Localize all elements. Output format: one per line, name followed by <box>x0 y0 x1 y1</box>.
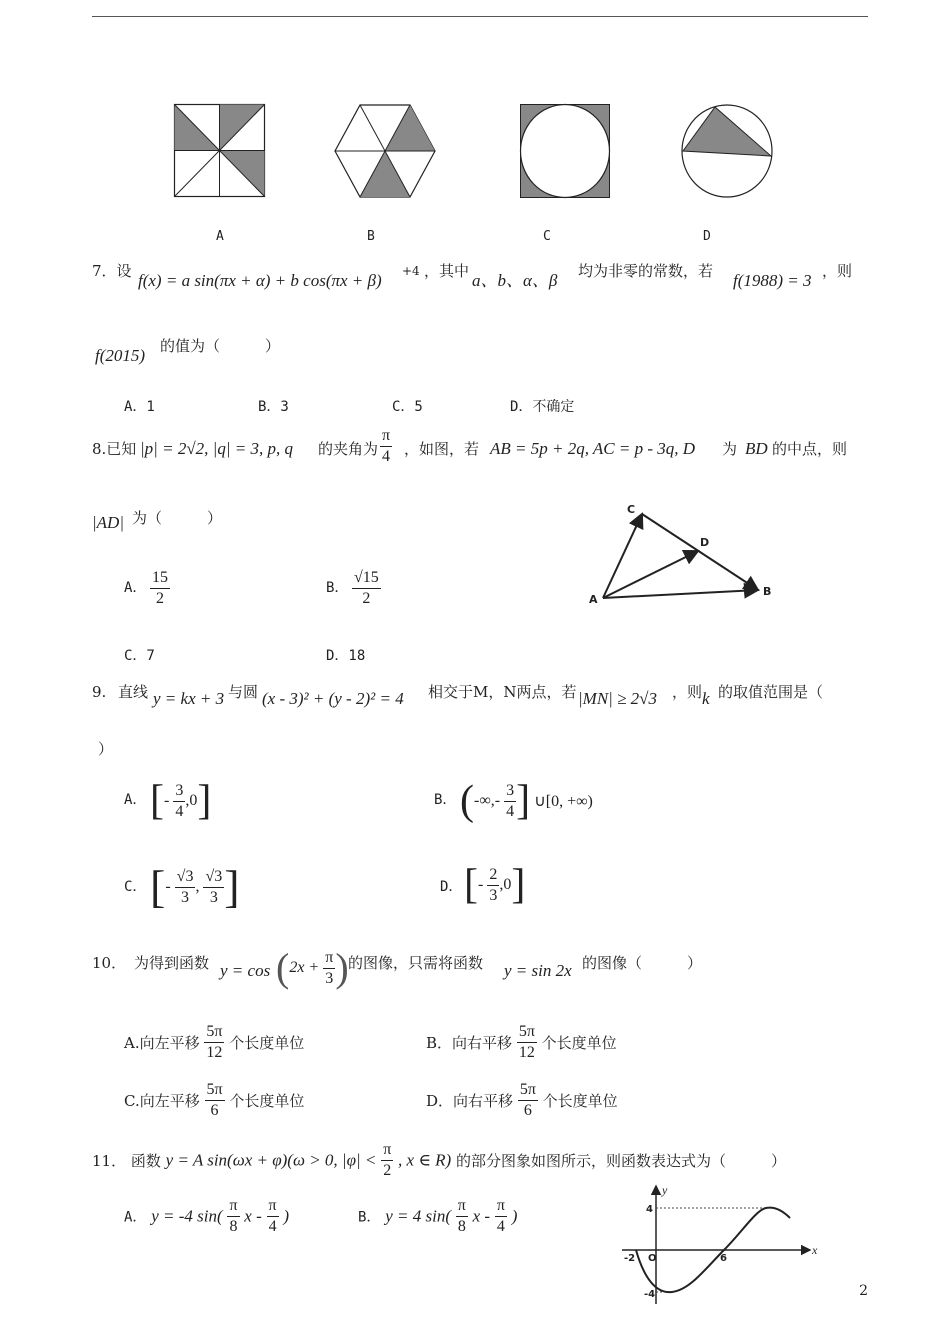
q8-option-d: D．18 <box>326 648 366 664</box>
q9-option-c-den1: 3 <box>181 888 190 906</box>
q8-option-a-den: 2 <box>156 590 164 607</box>
q8-angle-text: 的夹角为 <box>318 440 379 458</box>
q7-ask: 的值为（ ） <box>160 337 281 355</box>
q8-vectors: AB = 5p + 2q, AC = p - 3q, D <box>490 439 696 458</box>
q11-graph-origin: O <box>648 1253 657 1264</box>
q9-option-a-expr: [- $\frac{3}{4}$ ,0] <box>150 778 212 824</box>
q9-option-d-expr: [- $\frac{2}{3}$ ,0] <box>464 862 526 908</box>
q10-arg-den: 3 <box>325 969 334 987</box>
q10-number: 10． <box>92 954 127 972</box>
q7-option-b: B．3 <box>258 399 289 415</box>
figure-b-hexagon <box>334 104 436 198</box>
q11-graph-left: -2 <box>624 1253 636 1264</box>
q7-mid: ，其中 <box>424 262 470 280</box>
q9-option-d-label: D． <box>440 879 463 895</box>
q8-option-c: C．7 <box>124 648 155 664</box>
q9-option-a-label: A． <box>124 792 147 808</box>
q11-formula: y = A sin(ωx + φ)(ω > 0, |φ| < <box>165 1150 377 1170</box>
q10-text2: 的图像，只需将函数 <box>348 954 484 972</box>
q9-option-c-label: C． <box>124 879 147 895</box>
q9-option-b-expr: (-∞,- $\frac{3}{4}$ ] ∪[0, +∞) <box>460 778 593 824</box>
q10-f2: y = sin 2x <box>504 961 572 980</box>
figure-label-a: A <box>216 229 224 244</box>
q8-number: 8.已知 <box>92 440 137 458</box>
q7-option-d: D．不确定 <box>510 399 575 415</box>
q7-desc: 均为非零的常数，若 <box>578 262 714 280</box>
q9-circle-text: 与圆 <box>228 683 259 701</box>
q11-half-num: π <box>381 1140 393 1161</box>
q11-text1: 函数 <box>130 1152 161 1170</box>
q11-graph-x: x <box>812 1243 818 1257</box>
q7-option-c: C．5 <box>392 399 423 415</box>
q11-graph-six: 6 <box>720 1253 727 1264</box>
q7-formula: f(x) = a sin(πx + α) + b cos(πx + β) <box>138 271 382 290</box>
q8-mid: ，如图，若 <box>404 440 480 458</box>
q8-point-b: B <box>763 585 772 598</box>
q7-option-a: A．1 <box>124 399 155 415</box>
q9-circle-eq: (x - 3)² + (y - 2)² = 4 <box>262 689 404 708</box>
q8-option-a-fraction <box>150 568 170 609</box>
q8-angle-num: π <box>380 426 392 447</box>
q10-cos-argument: (2x + $\frac{\pi}{3}$ ) <box>276 945 349 990</box>
q10-option-b: B．向右平移 $\frac{5\pi}{12}$ 个长度单位 <box>426 1023 617 1061</box>
q8-angle-fraction <box>380 426 392 467</box>
q8-mid2: 为 <box>722 440 738 458</box>
q9-number: 9. <box>92 683 107 701</box>
q9-line-text: 直线 <box>118 683 149 701</box>
q8-ask-formula: |AD| <box>92 513 125 532</box>
q9-option-b-num: 3 <box>504 781 516 802</box>
q9-option-c-num1: √3 <box>175 867 196 888</box>
q9-then: ，则 <box>672 683 703 701</box>
q10-arg-num: π <box>323 948 335 969</box>
q9-option-c-num2: √3 <box>203 867 224 888</box>
q8-option-b-label: B． <box>326 580 349 596</box>
q9-option-b-den: 4 <box>506 802 515 820</box>
q10-f1: y = cos <box>220 961 271 980</box>
q8-option-a-label: A． <box>124 580 147 596</box>
q8-point-d: D <box>700 536 710 549</box>
q10-option-c: C.向左平移 $\frac{5\pi}{6}$ 个长度单位 <box>124 1081 305 1119</box>
q9-option-a-num: 3 <box>173 781 185 802</box>
q11-formula-tail: , x ∈ R) <box>398 1150 452 1170</box>
q11-half-den: 2 <box>383 1162 392 1179</box>
q10-option-a: A.向左平移 $\frac{5\pi}{12}$ 个长度单位 <box>124 1023 305 1061</box>
q8-option-b-fraction <box>352 568 381 609</box>
q11-graph-top: 4 <box>646 1204 653 1215</box>
q11-graph-y: y <box>662 1183 668 1197</box>
q10-option-d: D．向右平移 $\frac{5\pi}{6}$ 个长度单位 <box>426 1081 618 1119</box>
q9-option-b-label: B． <box>434 792 457 808</box>
q9-option-c-expr: [- $\frac{√3}{3}$ , $\frac{√3}{3}$ ] <box>150 861 240 912</box>
q8-option-b-den: 2 <box>362 590 371 607</box>
q8-bd: BD <box>745 439 768 458</box>
page-number: 2 <box>859 1283 868 1299</box>
q9-ask: 的取值范围是（ <box>718 683 824 701</box>
q8-ask: 为（ ） <box>132 509 223 527</box>
q10-text3: 的图像（ ） <box>582 954 703 972</box>
figure-label-c: C <box>543 229 551 244</box>
q7-number: 7．设 <box>92 262 132 280</box>
q8-option-a-num: 15 <box>150 568 170 589</box>
figure-label-d: D <box>703 229 711 244</box>
q11-sine-graph <box>614 1182 824 1312</box>
q7-ask-formula: f(2015) <box>95 346 146 365</box>
header-rule <box>92 16 868 17</box>
q8-angle-den: 4 <box>382 448 391 465</box>
q7-plus4: +4 <box>402 264 420 278</box>
figure-c-circle-in-square <box>520 104 610 198</box>
q8-end: 的中点，则 <box>772 440 848 458</box>
q11-stem <box>92 1140 786 1181</box>
q7-condition: f(1988) = 3 <box>733 271 812 290</box>
q9-option-c-den2: 3 <box>209 888 218 906</box>
q8-point-c: C <box>627 503 636 516</box>
q9-option-a-den: 4 <box>175 802 184 820</box>
q9-inter: 相交于M，N两点，若 <box>428 683 577 701</box>
q8-option-b-num: √15 <box>352 568 381 589</box>
q8-given: |p| = 2√2, |q| = 3, p, q <box>140 439 293 458</box>
q11-graph-bottom: -4 <box>644 1289 656 1300</box>
q9-option-d-den: 3 <box>489 886 498 904</box>
q9-k: k <box>702 689 710 708</box>
q10-arg-pre: 2x + <box>289 959 320 976</box>
q7-vars: a、b、α、β <box>472 271 558 290</box>
q11-option-a: A． y = -4 sin( $\frac{\pi}{8}$ x - $\frac{\pi}{4}$ ) <box>124 1197 290 1235</box>
q8-point-a: A <box>589 593 598 606</box>
q9-option-b-tail: ∪[0, +∞) <box>534 793 593 810</box>
q8-triangle-diagram <box>586 498 776 610</box>
q11-text2: 的部分图象如图所示，则函数表达式为（ ） <box>456 1152 787 1170</box>
q9-line-eq: y = kx + 3 <box>153 689 225 708</box>
figure-label-b: B <box>367 229 375 244</box>
q7-then: ，则 <box>822 262 853 280</box>
q11-option-b: B． y = 4 sin( $\frac{\pi}{8}$ x - $\frac{\pi}{4}$ ) <box>358 1197 518 1235</box>
q9-condition: |MN| ≥ 2√3 <box>578 689 658 708</box>
figure-a-square-pinwheel <box>174 104 266 198</box>
figure-d-circle-triangle <box>681 104 773 198</box>
q9-close: ） <box>98 740 114 758</box>
q11-number: 11． <box>92 1152 127 1170</box>
q9-option-d-num: 2 <box>487 865 499 886</box>
q10-text1: 为得到函数 <box>134 954 210 972</box>
